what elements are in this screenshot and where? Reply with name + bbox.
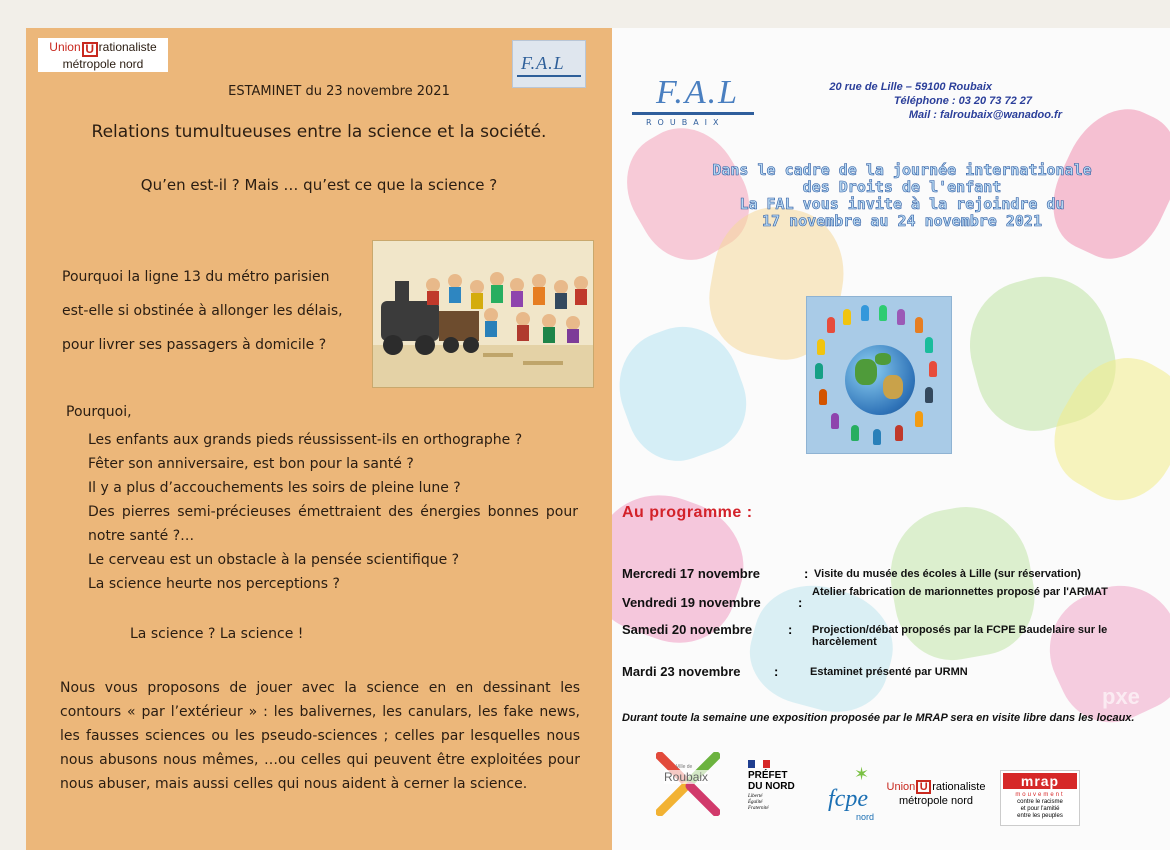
flyer-title: Relations tumultueuses entre la science et la société. [91,122,547,142]
child-figure [915,317,923,333]
urmn-logo-bottom [880,780,992,808]
fal-logo-small-underline [517,75,581,77]
schedule-colon: : [804,566,809,581]
child-figure [929,361,937,377]
fal-logo [632,74,762,134]
urmn-logo-word-union: Union [49,40,81,54]
mrap-tagline: et pour l'amitié [1020,806,1060,812]
schedule-colon: : [798,595,803,610]
fal-address [782,80,1062,122]
schedule-day: Vendredi 19 novembre [622,595,761,610]
prefet-motto: Liberté [748,794,763,799]
metro-cartoon-illustration [373,241,594,388]
right-flyer-panel [612,28,1170,850]
list-item: Il y a plus d’accouchements les soirs de pleine lune ? [88,480,461,496]
program-title: Au programme : [622,504,753,521]
child-figure [925,337,933,353]
child-figure [815,363,823,379]
urmn-u-box: U [916,780,931,794]
fal-logo-subtitle: ROUBAIX [646,118,725,127]
list-item: Des pierres semi-précieuses émettraient des énergies bonnes pour notre santé ?… [88,504,578,544]
globe-icon [845,345,915,415]
metro-line: pour livrer ses passagers à domicile ? [62,337,327,353]
children-globe-image [806,296,952,454]
child-figure [879,305,887,321]
list-item: La science heurte nos perceptions ? [88,576,340,592]
child-figure [873,429,881,445]
child-figure [861,305,869,321]
urmn-subtitle: métropole nord [899,795,973,807]
phone-line: Téléphone : 03 20 73 72 27 [893,95,1032,107]
intro-paragraph: Nous vous proposons de jouer avec la science en en dessinant les contours « par l’extérieur » : les balivernes, les canulars, les fake news, les fausses sciences ou les pseudo-sciences ; celles par lesquelles nous nous abusons nous mêmes, …ou celles qui peuvent être exploitées pour nous abuser, mais aussi celles qui nous aident à cerner la science. [60,680,580,792]
schedule-day: Mercredi 17 novembre [622,566,761,581]
metro-question [62,260,362,362]
urmn-logo-subtitle: métropole nord [62,57,144,71]
prefet-line: PRÉFET [748,770,788,781]
urmn-word-rationaliste: rationaliste [932,781,986,793]
estaminet-date: ESTAMINET du 23 novembre 2021 [228,84,450,99]
mrap-tagline: contre le racisme [1017,799,1063,805]
child-figure [897,309,905,325]
urmn-logo [38,38,168,72]
metro-cartoon-image [372,240,594,388]
roubaix-x-icon [656,752,720,816]
pourquoi-label: Pourquoi, [66,404,132,420]
schedule-activity: Visite du musée des écoles à Lille (sur réservation) [814,568,1081,580]
metro-line: est-elle si obstinée à allonger les délais, [62,303,343,319]
child-figure [895,425,903,441]
mrap-logo [1000,770,1080,826]
schedule-day: Samedi 20 novembre [622,622,753,637]
tricolor-flag-icon [748,760,770,768]
prefet-motto: Égalité [748,800,763,805]
child-figure [817,339,825,355]
roubaix-logo-small: Ville de [676,764,693,770]
fal-logo-small-text: F.A.L [521,53,565,73]
fal-logo-small [512,40,586,88]
list-item: Le cerveau est un obstacle à la pensée scientifique ? [88,552,460,568]
background-watermark: pxe [1102,684,1140,709]
child-figure [831,413,839,429]
list-item: Fêter son anniversaire, est bon pour la santé ? [88,456,414,472]
fcpe-logo-sub: nord [856,812,875,822]
urmn-logo-u-box: U [82,42,98,57]
questions-list [88,428,578,596]
child-figure [819,389,827,405]
metro-line: Pourquoi la ligne 13 du métro parisien [62,269,330,285]
fal-logo-underline [632,112,754,115]
fcpe-logo-text: fcpe [828,786,868,812]
urmn-logo-word-rationaliste: rationaliste [98,40,157,54]
fcpe-nord-logo [826,764,886,824]
invite-line: des Droits de l'enfant [802,178,1002,196]
invitation-text [672,162,1132,230]
list-item: Les enfants aux grands pieds réussissent-ils en orthographe ? [88,432,523,448]
prefet-nord-logo [748,760,812,812]
la-science-line: La science ? La science ! [130,626,304,642]
urmn-word-union: Union [886,781,916,793]
mail-line: Mail : falroubaix@wanadoo.fr [908,109,1062,121]
child-figure [827,317,835,333]
roubaix-logo-text: Roubaix [664,770,709,784]
invite-line: 17 novembre au 24 novembre 2021 [762,212,1042,230]
schedule-activity: Atelier fabrication de marionnettes proposé par l'ARMAT [812,586,1108,598]
fal-logo-text: F.A.L [656,74,740,111]
flyer-question: Qu’en est-il ? Mais … qu’est ce que la science ? [140,176,498,194]
left-flyer-panel [26,28,612,850]
prefet-line: DU NORD [748,781,795,792]
schedule-colon: : [788,622,793,637]
invite-line: La FAL vous invite à la rejoindre du [739,195,1065,213]
address-line: 20 rue de Lille – 59100 Roubaix [829,81,992,93]
mrap-logo-text: mrap [1003,773,1077,789]
mrap-tagline: mouvement [1015,792,1065,798]
schedule-day: Mardi 23 novembre [622,664,741,679]
mrap-tagline: entre les peuples [1017,813,1063,819]
prefet-motto: Fraternité [748,806,769,811]
partner-logos [612,746,1170,846]
roubaix-logo [656,752,720,816]
schedule-colon: : [774,664,779,679]
exposition-note: Durant toute la semaine une exposition proposée par le MRAP sera en visite libre dans les locaux. [622,712,1135,724]
schedule-activity: Projection/débat proposés par la FCPE Baudelaire sur le harcèlement [812,624,1108,648]
child-figure [851,425,859,441]
child-figure [915,411,923,427]
child-figure [843,309,851,325]
fcpe-star-icon: ✶ [854,764,870,784]
invite-line: Dans le cadre de la journée internationale [712,161,1092,179]
child-figure [925,387,933,403]
schedule-activity: Estaminet présenté par URMN [810,666,968,678]
